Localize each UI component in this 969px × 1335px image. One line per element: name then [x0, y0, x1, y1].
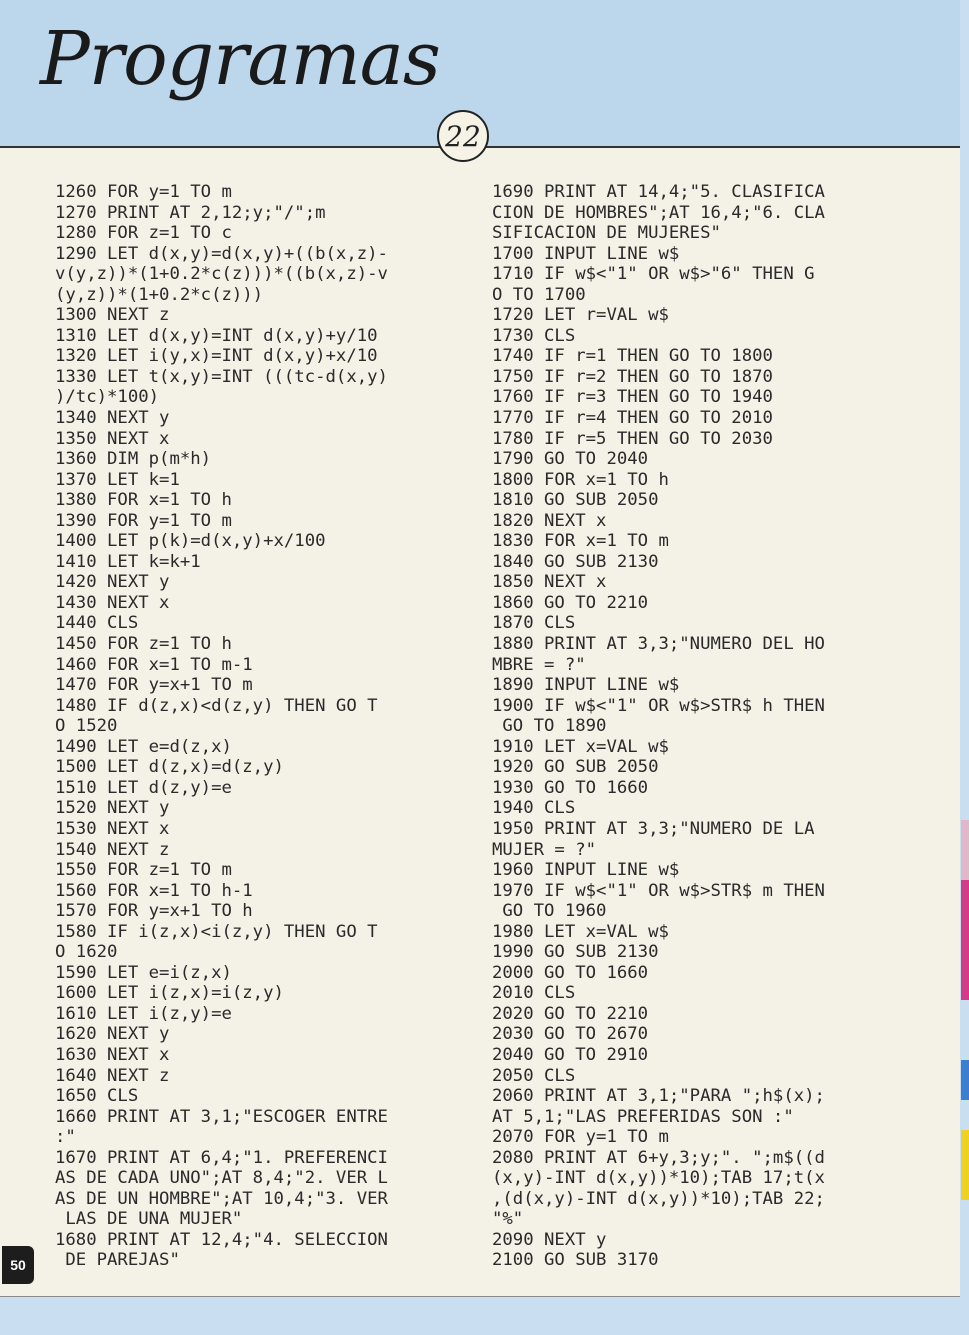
code-line: O 1620	[55, 942, 118, 963]
code-line: 1420 NEXT y	[55, 572, 170, 593]
edge-color-mark	[961, 880, 969, 1000]
code-line: 1460 FOR x=1 TO m-1	[55, 654, 253, 675]
code-line: 1320 LET i(y,x)=INT d(x,y)+x/10	[55, 346, 378, 367]
code-line: 1890 INPUT LINE w$	[492, 675, 680, 696]
code-line: 2030 GO TO 2670	[492, 1024, 649, 1045]
code-line: 1500 LET d(z,x)=d(z,y)	[55, 757, 284, 778]
code-line: 1670 PRINT AT 6,4;"1. PREFERENCI	[55, 1147, 388, 1168]
code-line: 2100 GO SUB 3170	[492, 1250, 659, 1271]
bottom-band	[0, 1296, 969, 1335]
code-line: 1920 GO SUB 2050	[492, 757, 659, 778]
code-line: )/tc)*100)	[55, 387, 160, 408]
code-line: 1830 FOR x=1 TO m	[492, 531, 669, 552]
code-line: 1710 IF w$<"1" OR w$>"6" THEN G	[492, 264, 815, 285]
code-line: 1330 LET t(x,y)=INT (((tc-d(x,y)	[55, 366, 388, 387]
code-line: DE PAREJAS"	[55, 1250, 180, 1271]
code-line: 1680 PRINT AT 12,4;"4. SELECCION	[55, 1229, 388, 1250]
code-line: (y,z))*(1+0.2*c(z)))	[55, 284, 264, 305]
code-line: 1360 DIM p(m*h)	[55, 449, 212, 470]
code-line: 1950 PRINT AT 3,3;"NUMERO DE LA	[492, 818, 815, 839]
code-line: 1730 CLS	[492, 325, 576, 346]
code-line: 1860 GO TO 2210	[492, 592, 649, 613]
code-line: 1870 CLS	[492, 613, 576, 634]
code-line: LAS DE UNA MUJER"	[55, 1209, 243, 1230]
code-line: 1270 PRINT AT 2,12;y;"/";m	[55, 202, 326, 223]
code-line: 1440 CLS	[55, 613, 139, 634]
code-line: 2090 NEXT y	[492, 1229, 607, 1250]
code-line: 1790 GO TO 2040	[492, 449, 649, 470]
code-line: 1750 IF r=2 THEN GO TO 1870	[492, 366, 773, 387]
code-line: 1880 PRINT AT 3,3;"NUMERO DEL HO	[492, 634, 825, 655]
code-line: 1510 LET d(z,y)=e	[55, 777, 232, 798]
code-line: 1260 FOR y=1 TO m	[55, 182, 232, 202]
code-line: 1940 CLS	[492, 798, 576, 819]
code-line: 1350 NEXT x	[55, 428, 170, 449]
code-line: 1280 FOR z=1 TO c	[55, 223, 232, 244]
code-line: 1700 INPUT LINE w$	[492, 243, 680, 264]
code-line: AS DE CADA UNO";AT 8,4;"2. VER L	[55, 1168, 388, 1189]
code-line: 2000 GO TO 1660	[492, 962, 649, 983]
code-line: "%"	[492, 1209, 524, 1230]
code-line: 1340 NEXT y	[55, 408, 170, 429]
code-line: 1480 IF d(z,x)<d(z,y) THEN GO T	[55, 695, 378, 716]
code-line: 1910 LET x=VAL w$	[492, 736, 669, 757]
code-line: 1840 GO SUB 2130	[492, 551, 659, 572]
code-line: 1370 LET k=1	[55, 469, 180, 490]
code-line: AT 5,1;"LAS PREFERIDAS SON :"	[492, 1106, 794, 1127]
code-line: 1690 PRINT AT 14,4;"5. CLASIFICA	[492, 182, 825, 202]
code-line: GO TO 1960	[492, 901, 607, 922]
code-line: 1760 IF r=3 THEN GO TO 1940	[492, 387, 773, 408]
bottom-divider	[0, 1296, 960, 1297]
code-line: 1640 NEXT z	[55, 1065, 170, 1086]
code-line: 1610 LET i(z,y)=e	[55, 1003, 232, 1024]
code-line: 1570 FOR y=x+1 TO h	[55, 901, 253, 922]
code-line: SIFICACION DE MUJERES"	[492, 223, 721, 244]
code-line: 2060 PRINT AT 3,1;"PARA ";h$(x);	[492, 1086, 825, 1107]
code-line: 1820 NEXT x	[492, 510, 607, 531]
page-number-tab: 50	[2, 1246, 34, 1284]
code-line: 1630 NEXT x	[55, 1044, 170, 1065]
code-line: 2050 CLS	[492, 1065, 576, 1086]
edge-color-mark	[961, 820, 969, 880]
code-line: 1850 NEXT x	[492, 572, 607, 593]
code-line: 1590 LET e=i(z,x)	[55, 962, 232, 983]
code-line: 1490 LET e=d(z,x)	[55, 736, 232, 757]
edge-color-mark	[961, 1060, 969, 1100]
code-line: 1530 NEXT x	[55, 818, 170, 839]
code-listing-right-column	[492, 182, 932, 1271]
code-line: O TO 1700	[492, 284, 586, 305]
code-line: 2080 PRINT AT 6+y,3;y;". ";m$((d	[492, 1147, 825, 1168]
code-line: MUJER = ?"	[492, 839, 597, 860]
code-line: 2020 GO TO 2210	[492, 1003, 649, 1024]
code-line: 1620 NEXT y	[55, 1024, 170, 1045]
code-line: 1970 IF w$<"1" OR w$>STR$ m THEN	[492, 880, 825, 901]
code-line: 2010 CLS	[492, 983, 576, 1004]
code-line: 1800 FOR x=1 TO h	[492, 469, 669, 490]
code-line: O 1520	[55, 716, 118, 737]
code-line: 1990 GO SUB 2130	[492, 942, 659, 963]
code-line: 1550 FOR z=1 TO m	[55, 860, 232, 881]
code-line: v(y,z))*(1+0.2*c(z)))*((b(x,z)-v	[55, 264, 388, 285]
code-line: 1900 IF w$<"1" OR w$>STR$ h THEN	[492, 695, 825, 716]
code-line: 1650 CLS	[55, 1086, 139, 1107]
code-line: 1380 FOR x=1 TO h	[55, 490, 232, 511]
code-line: 1410 LET k=k+1	[55, 551, 201, 572]
code-line: 1450 FOR z=1 TO h	[55, 634, 232, 655]
code-line: 1810 GO SUB 2050	[492, 490, 659, 511]
code-line: 1740 IF r=1 THEN GO TO 1800	[492, 346, 773, 367]
code-line: (x,y)-INT d(x,y))*10);TAB 17;t(x	[492, 1168, 825, 1189]
code-line: 1290 LET d(x,y)=d(x,y)+((b(x,z)-	[55, 243, 388, 264]
section-title: Programas	[40, 16, 440, 102]
code-line: 1540 NEXT z	[55, 839, 170, 860]
issue-number-badge: 22	[437, 110, 489, 162]
code-line: 1560 FOR x=1 TO h-1	[55, 880, 253, 901]
code-line: 1660 PRINT AT 3,1;"ESCOGER ENTRE	[55, 1106, 388, 1127]
code-line: CION DE HOMBRES";AT 16,4;"6. CLA	[492, 202, 825, 223]
code-line: MBRE = ?"	[492, 654, 586, 675]
code-line: 1400 LET p(k)=d(x,y)+x/100	[55, 531, 326, 552]
code-line: 1960 INPUT LINE w$	[492, 860, 680, 881]
code-line: 1310 LET d(x,y)=INT d(x,y)+y/10	[55, 325, 378, 346]
code-line: 1470 FOR y=x+1 TO m	[55, 675, 253, 696]
code-line: 1930 GO TO 1660	[492, 777, 649, 798]
code-line: 1600 LET i(z,x)=i(z,y)	[55, 983, 284, 1004]
code-line: 2070 FOR y=1 TO m	[492, 1127, 669, 1148]
code-line: 1390 FOR y=1 TO m	[55, 510, 232, 531]
code-line: 1720 LET r=VAL w$	[492, 305, 669, 326]
code-listing-left-column	[55, 182, 495, 1271]
code-line: 1980 LET x=VAL w$	[492, 921, 669, 942]
code-line: 1780 IF r=5 THEN GO TO 2030	[492, 428, 773, 449]
code-line: :"	[55, 1127, 76, 1148]
code-line: ,(d(x,y)-INT d(x,y))*10);TAB 22;	[492, 1188, 825, 1209]
edge-color-mark	[961, 1130, 969, 1200]
code-line: 1300 NEXT z	[55, 305, 170, 326]
code-line: 1580 IF i(z,x)<i(z,y) THEN GO T	[55, 921, 378, 942]
code-line: AS DE UN HOMBRE";AT 10,4;"3. VER	[55, 1188, 388, 1209]
code-line: 2040 GO TO 2910	[492, 1044, 649, 1065]
code-line: 1770 IF r=4 THEN GO TO 2010	[492, 408, 773, 429]
code-line: 1430 NEXT x	[55, 592, 170, 613]
code-line: GO TO 1890	[492, 716, 607, 737]
code-line: 1520 NEXT y	[55, 798, 170, 819]
